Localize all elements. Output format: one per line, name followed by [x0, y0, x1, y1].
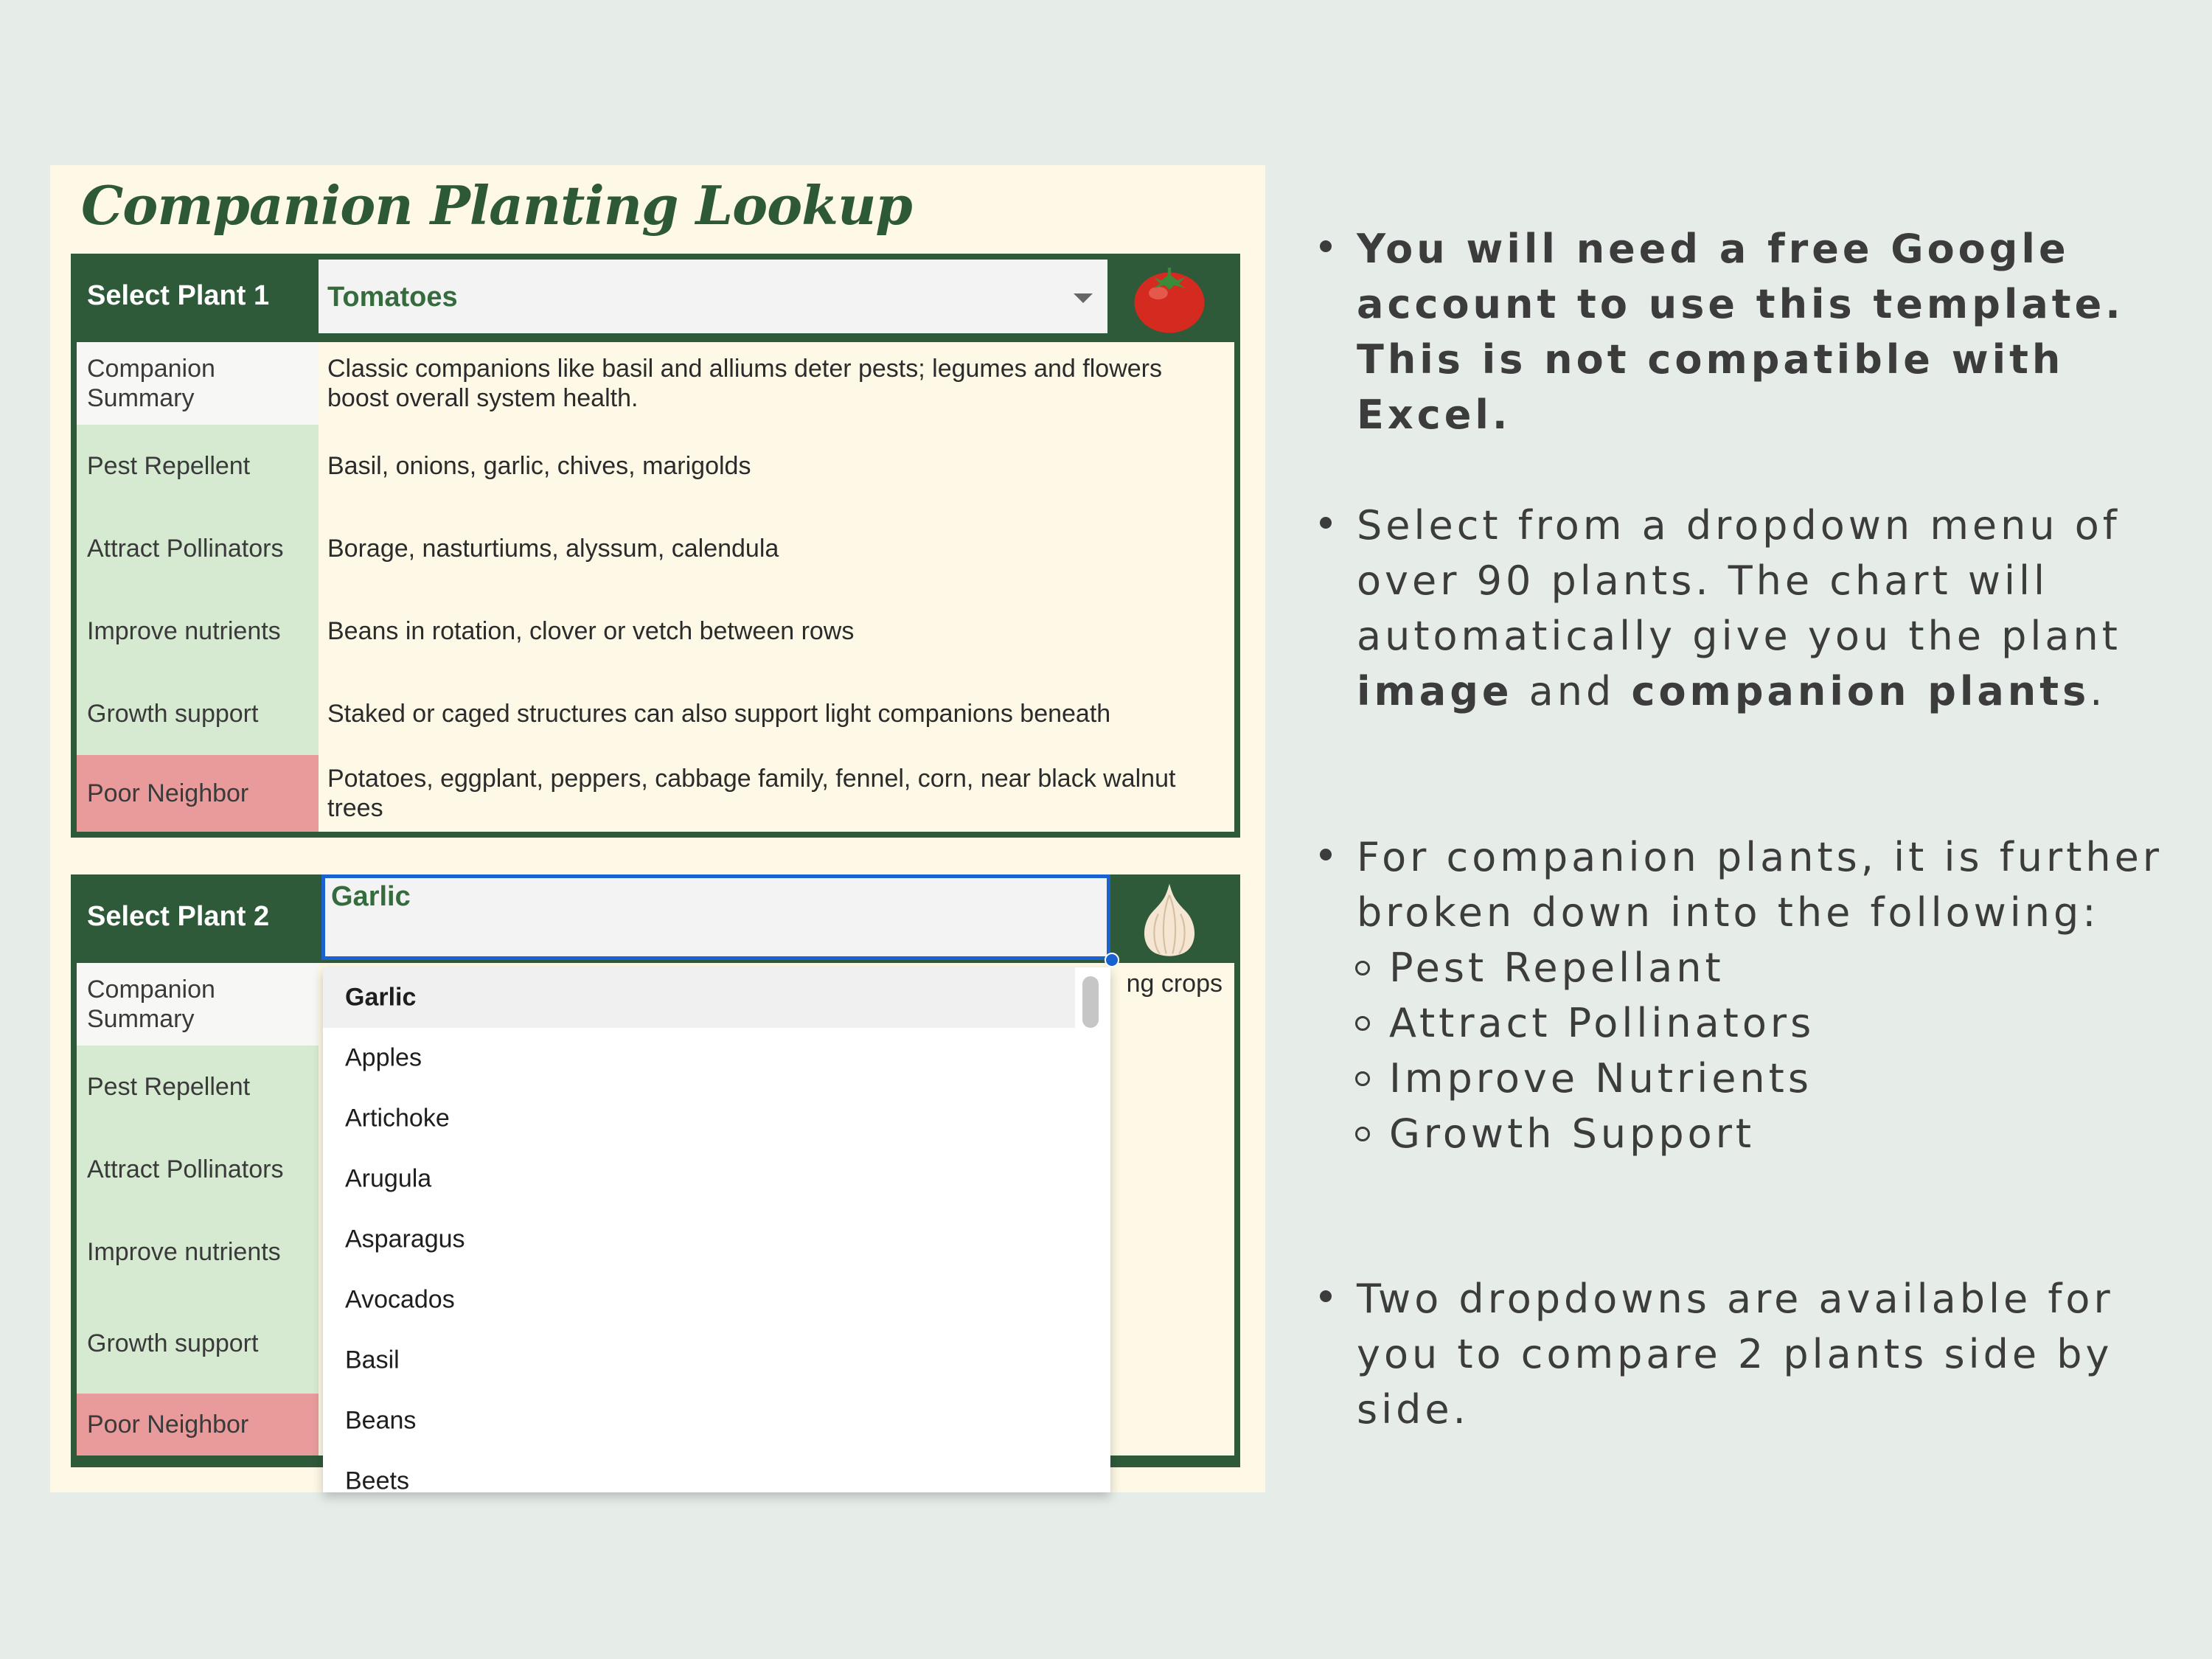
- row-label-cell[interactable]: [77, 963, 319, 1046]
- row-value: Classic companions like basil and alliums deter pests; legumes and flowers boost overall system health.: [327, 355, 1162, 412]
- dropdown-option[interactable]: [323, 1330, 1075, 1391]
- info-text-2-bold-image: image: [1357, 668, 1513, 714]
- row-label: Companion Summary: [87, 975, 215, 1033]
- dropdown-option-label: Garlic: [345, 983, 417, 1012]
- companion-categories-list: [1389, 940, 2175, 1161]
- category-item: [1389, 940, 2175, 995]
- info-bullet-1: [1320, 221, 2175, 442]
- info-text-2-and: and: [1512, 668, 1632, 714]
- row-label: Attract Pollinators: [87, 535, 284, 563]
- dropdown-option-label: Avocados: [345, 1285, 455, 1314]
- bullet-dot: [1320, 1290, 1332, 1302]
- info-bullet-3: [1320, 830, 2175, 1161]
- dropdown-option-label: Beans: [345, 1406, 417, 1435]
- plant-1-select[interactable]: [319, 260, 1107, 333]
- row-label-cell[interactable]: [77, 672, 319, 755]
- row-label: Poor Neighbor: [87, 779, 249, 807]
- row-value-cell[interactable]: [319, 507, 1234, 590]
- info-text-3: For companion plants, it is further broken down into the following:: [1357, 834, 2163, 936]
- row-value: ng crops: [1126, 970, 1222, 998]
- dropdown-scrollbar[interactable]: [1082, 976, 1099, 1028]
- resize-handle[interactable]: [1105, 953, 1119, 967]
- chevron-down-icon[interactable]: [1074, 293, 1093, 303]
- garlic-icon: [1130, 879, 1209, 959]
- row-label-cell[interactable]: [77, 1046, 319, 1128]
- row-label: Pest Repellent: [87, 452, 251, 480]
- dropdown-option-label: Arugula: [345, 1164, 432, 1193]
- plant-2-select-input[interactable]: [321, 874, 1110, 960]
- table-row: [77, 672, 1234, 755]
- row-value-cell[interactable]: [319, 590, 1234, 672]
- dropdown-option[interactable]: [323, 1451, 1075, 1492]
- row-label: Pest Repellent: [87, 1073, 251, 1101]
- row-value: Basil, onions, garlic, chives, marigolds: [327, 452, 751, 480]
- bullet-dot: [1320, 849, 1332, 860]
- row-label: Attract Pollinators: [87, 1155, 284, 1183]
- dropdown-option[interactable]: [323, 1028, 1075, 1088]
- table-row: [77, 507, 1234, 590]
- table-row: [77, 755, 1234, 832]
- dropdown-option[interactable]: [323, 967, 1075, 1028]
- category-item: [1389, 995, 2175, 1051]
- table-row: [77, 342, 1234, 425]
- bullet-dot: [1320, 517, 1332, 529]
- row-value-cell[interactable]: [319, 342, 1234, 425]
- row-value-cell[interactable]: [319, 755, 1234, 832]
- row-label-cell[interactable]: [77, 507, 319, 590]
- dropdown-option-label: Asparagus: [345, 1225, 465, 1253]
- table-row: [77, 425, 1234, 507]
- plant-1-selected-value: Tomatoes: [327, 282, 458, 313]
- plant-2-dropdown-list[interactable]: [323, 967, 1110, 1492]
- row-label-cell[interactable]: [77, 590, 319, 672]
- circle-bullet-icon: [1355, 1016, 1370, 1031]
- dropdown-option[interactable]: [323, 1149, 1075, 1209]
- row-value: Staked or caged structures can also support light companions beneath: [327, 700, 1111, 728]
- row-label-cell[interactable]: [77, 1128, 319, 1211]
- dropdown-option[interactable]: [323, 1391, 1075, 1451]
- info-bullet-2: [1320, 498, 2175, 719]
- dropdown-option-label: Basil: [345, 1346, 400, 1374]
- tomato-icon: [1130, 258, 1209, 338]
- row-label-cell[interactable]: [77, 755, 319, 832]
- info-text-2: [1357, 498, 2175, 719]
- plant-1-table: [71, 254, 1240, 838]
- row-label-cell[interactable]: [77, 1293, 319, 1394]
- row-value-cell[interactable]: [319, 425, 1234, 507]
- table-row: [77, 590, 1234, 672]
- row-label: Companion Summary: [87, 355, 215, 412]
- bullet-dot: [1320, 240, 1332, 252]
- row-label-cell[interactable]: [77, 1211, 319, 1293]
- row-label: Improve nutrients: [87, 617, 281, 645]
- category-item: [1389, 1106, 2175, 1161]
- row-label-cell[interactable]: [77, 425, 319, 507]
- info-bullet-4: [1320, 1271, 2175, 1437]
- row-label-cell[interactable]: [77, 342, 319, 425]
- row-label-cell[interactable]: [77, 1394, 319, 1455]
- row-value: Potatoes, eggplant, peppers, cabbage family, fennel, corn, near black walnut trees: [327, 765, 1176, 822]
- row-value: Borage, nasturtiums, alyssum, calendula: [327, 535, 779, 563]
- category-item: [1389, 1051, 2175, 1106]
- row-label: Poor Neighbor: [87, 1411, 249, 1439]
- circle-bullet-icon: [1355, 1127, 1370, 1141]
- select-plant-2-label: Select Plant 2: [87, 901, 270, 932]
- dropdown-option-label: Beets: [345, 1467, 409, 1492]
- dropdown-option-label: Artichoke: [345, 1104, 450, 1133]
- category-label: Improve Nutrients: [1389, 1055, 1812, 1102]
- info-text-2-bold-companion: companion plants: [1631, 668, 2090, 714]
- info-text-2-end: .: [2090, 668, 2107, 714]
- row-label: Improve nutrients: [87, 1238, 281, 1266]
- category-label: Pest Repellant: [1389, 945, 1725, 991]
- dropdown-option-label: Apples: [345, 1043, 422, 1072]
- row-value: Beans in rotation, clover or vetch between rows: [327, 617, 855, 645]
- circle-bullet-icon: [1355, 1071, 1370, 1086]
- info-text-2-main: Select from a dropdown menu of over 90 plants. The chart will automatically give you the plant: [1357, 502, 2121, 659]
- row-label: Growth support: [87, 1329, 259, 1357]
- circle-bullet-icon: [1355, 961, 1370, 975]
- dropdown-option[interactable]: [323, 1209, 1075, 1270]
- info-text-4: Two dropdowns are available for you to compare 2 plants side by side.: [1357, 1276, 2114, 1433]
- page-title: Companion Planting Lookup: [81, 174, 912, 237]
- dropdown-option[interactable]: [323, 1088, 1075, 1149]
- row-label: Growth support: [87, 700, 259, 728]
- category-label: Attract Pollinators: [1389, 1000, 1815, 1046]
- plant-2-selected-value: Garlic: [331, 881, 411, 912]
- category-label: Growth Support: [1389, 1110, 1756, 1157]
- row-value-cell[interactable]: [319, 672, 1234, 755]
- dropdown-option[interactable]: [323, 1270, 1075, 1330]
- info-text-1: You will need a free Google account to use this template. This is not compatible with Excel.: [1357, 226, 2124, 438]
- select-plant-1-label: Select Plant 1: [87, 280, 270, 311]
